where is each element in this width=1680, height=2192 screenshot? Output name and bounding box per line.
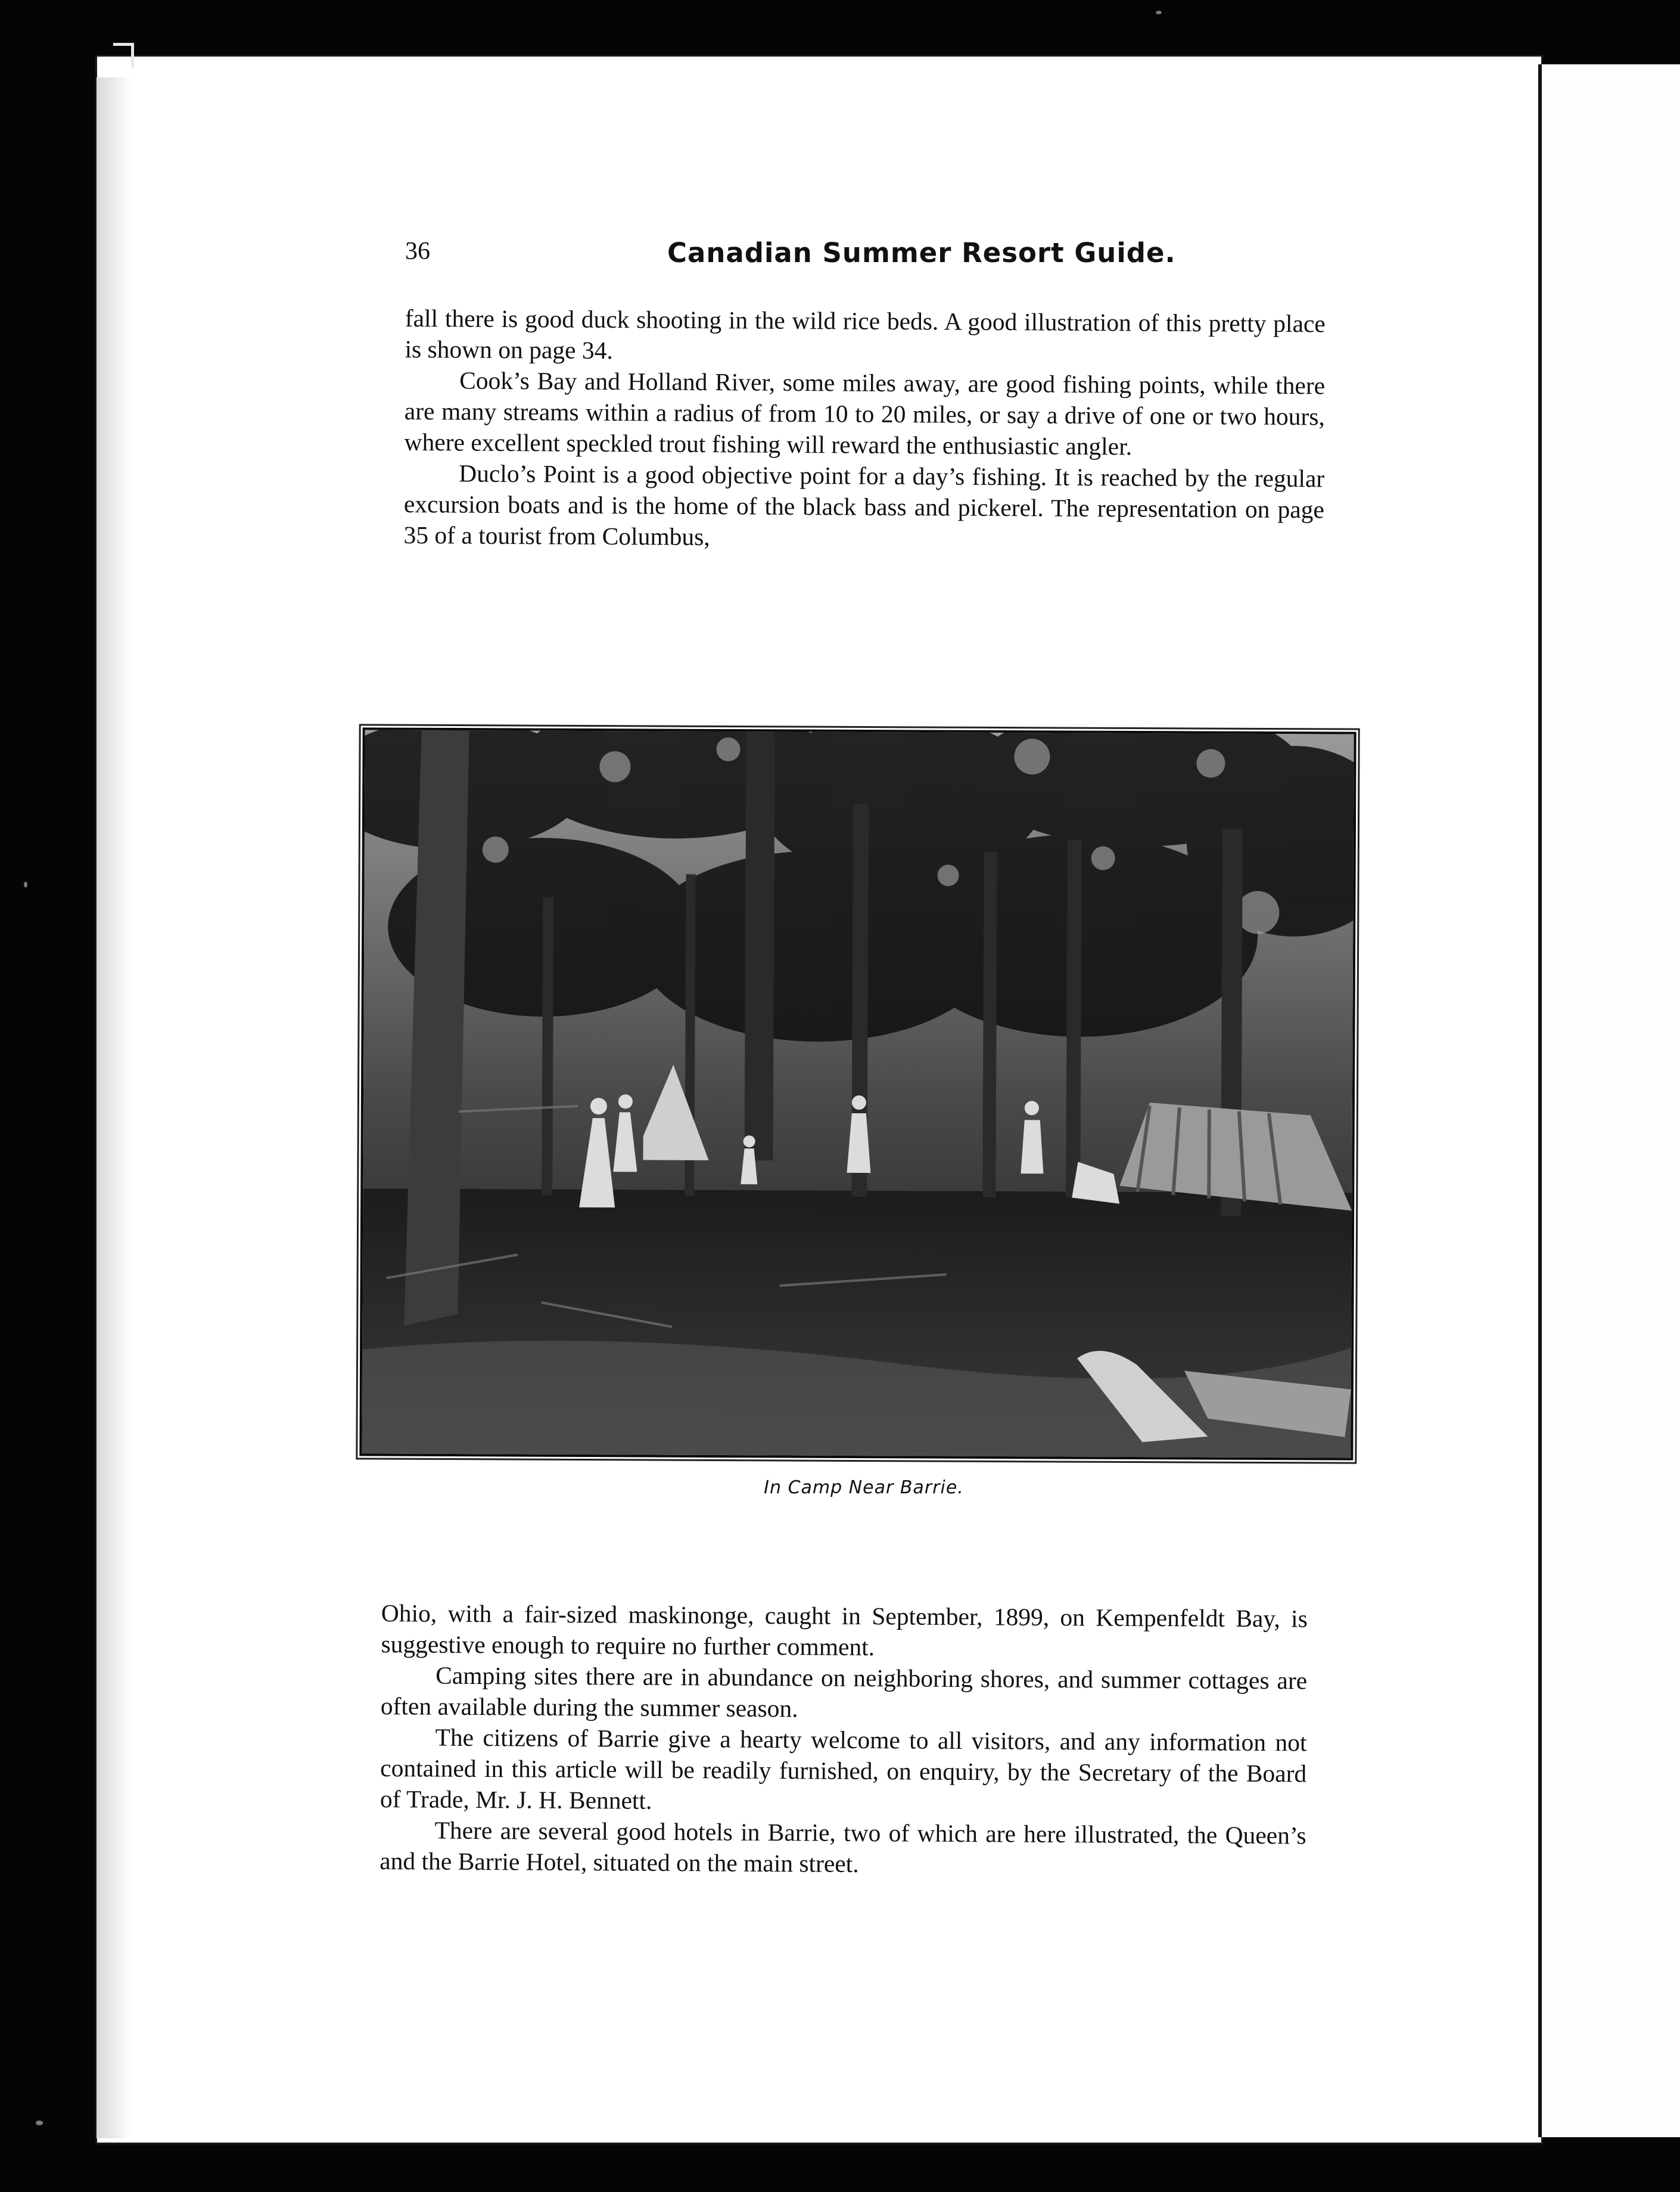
paragraph: There are several good hotels in Barrie, two of which are here illustrated, the Queen’s and the Barrie Hotel, situated on the main street. — [379, 1816, 1306, 1877]
scan-dust-speck — [1156, 11, 1162, 14]
camp-photo-image — [362, 730, 1354, 1458]
paragraph: fall there is good duck shooting in the wild rice beds. A good illustration of this pretty place is shown on page 34. — [405, 304, 1326, 365]
paragraph: Camping sites there are in abundance on neighboring shores, and summer cottages are often available during the summer season. — [380, 1661, 1308, 1723]
camp-photograph — [359, 727, 1356, 1460]
body-text-top — [403, 303, 1326, 556]
page-gutter-shadow — [97, 77, 132, 2138]
page-header — [405, 237, 1334, 279]
scan-dust-speck — [36, 2121, 43, 2125]
page-number: 36 — [405, 238, 430, 265]
photo-caption: In Camp Near Barrie. — [764, 1477, 964, 1498]
paragraph: Ohio, with a fair-sized maskinonge, caught in September, 1899, on Kempenfeldt Bay, is suggestive enough to require no further comment. — [381, 1599, 1308, 1661]
paragraph: Cook’s Bay and Holland River, some miles away, are good fishing points, while there are many streams within a radius of from 10 to 20 miles, or say a drive of one or two hours, where excellent speckled trout fishing will reward the enthusiastic angler. — [404, 366, 1326, 460]
scan-dust-speck — [24, 882, 27, 888]
facing-page-edge — [1538, 64, 1680, 2137]
paragraph: Duclo’s Point is a good objective point for a day’s fishing. It is reached by the regular excursion boats and is the home of the black bass and pickerel. The representation on page 35 of a tourist from Columbus, — [403, 459, 1325, 551]
paragraph: The citizens of Barrie give a hearty welcome to all visitors, and any information not contained in this article will be readily furnished, on enquiry, by the Secretary of the Board of Trade, Mr. J. H. Bennett. — [379, 1723, 1307, 1814]
running-title: Canadian Summer Resort Guide. — [667, 237, 1176, 269]
page-corner-mark — [113, 43, 134, 67]
body-text-bottom — [379, 1598, 1308, 1882]
